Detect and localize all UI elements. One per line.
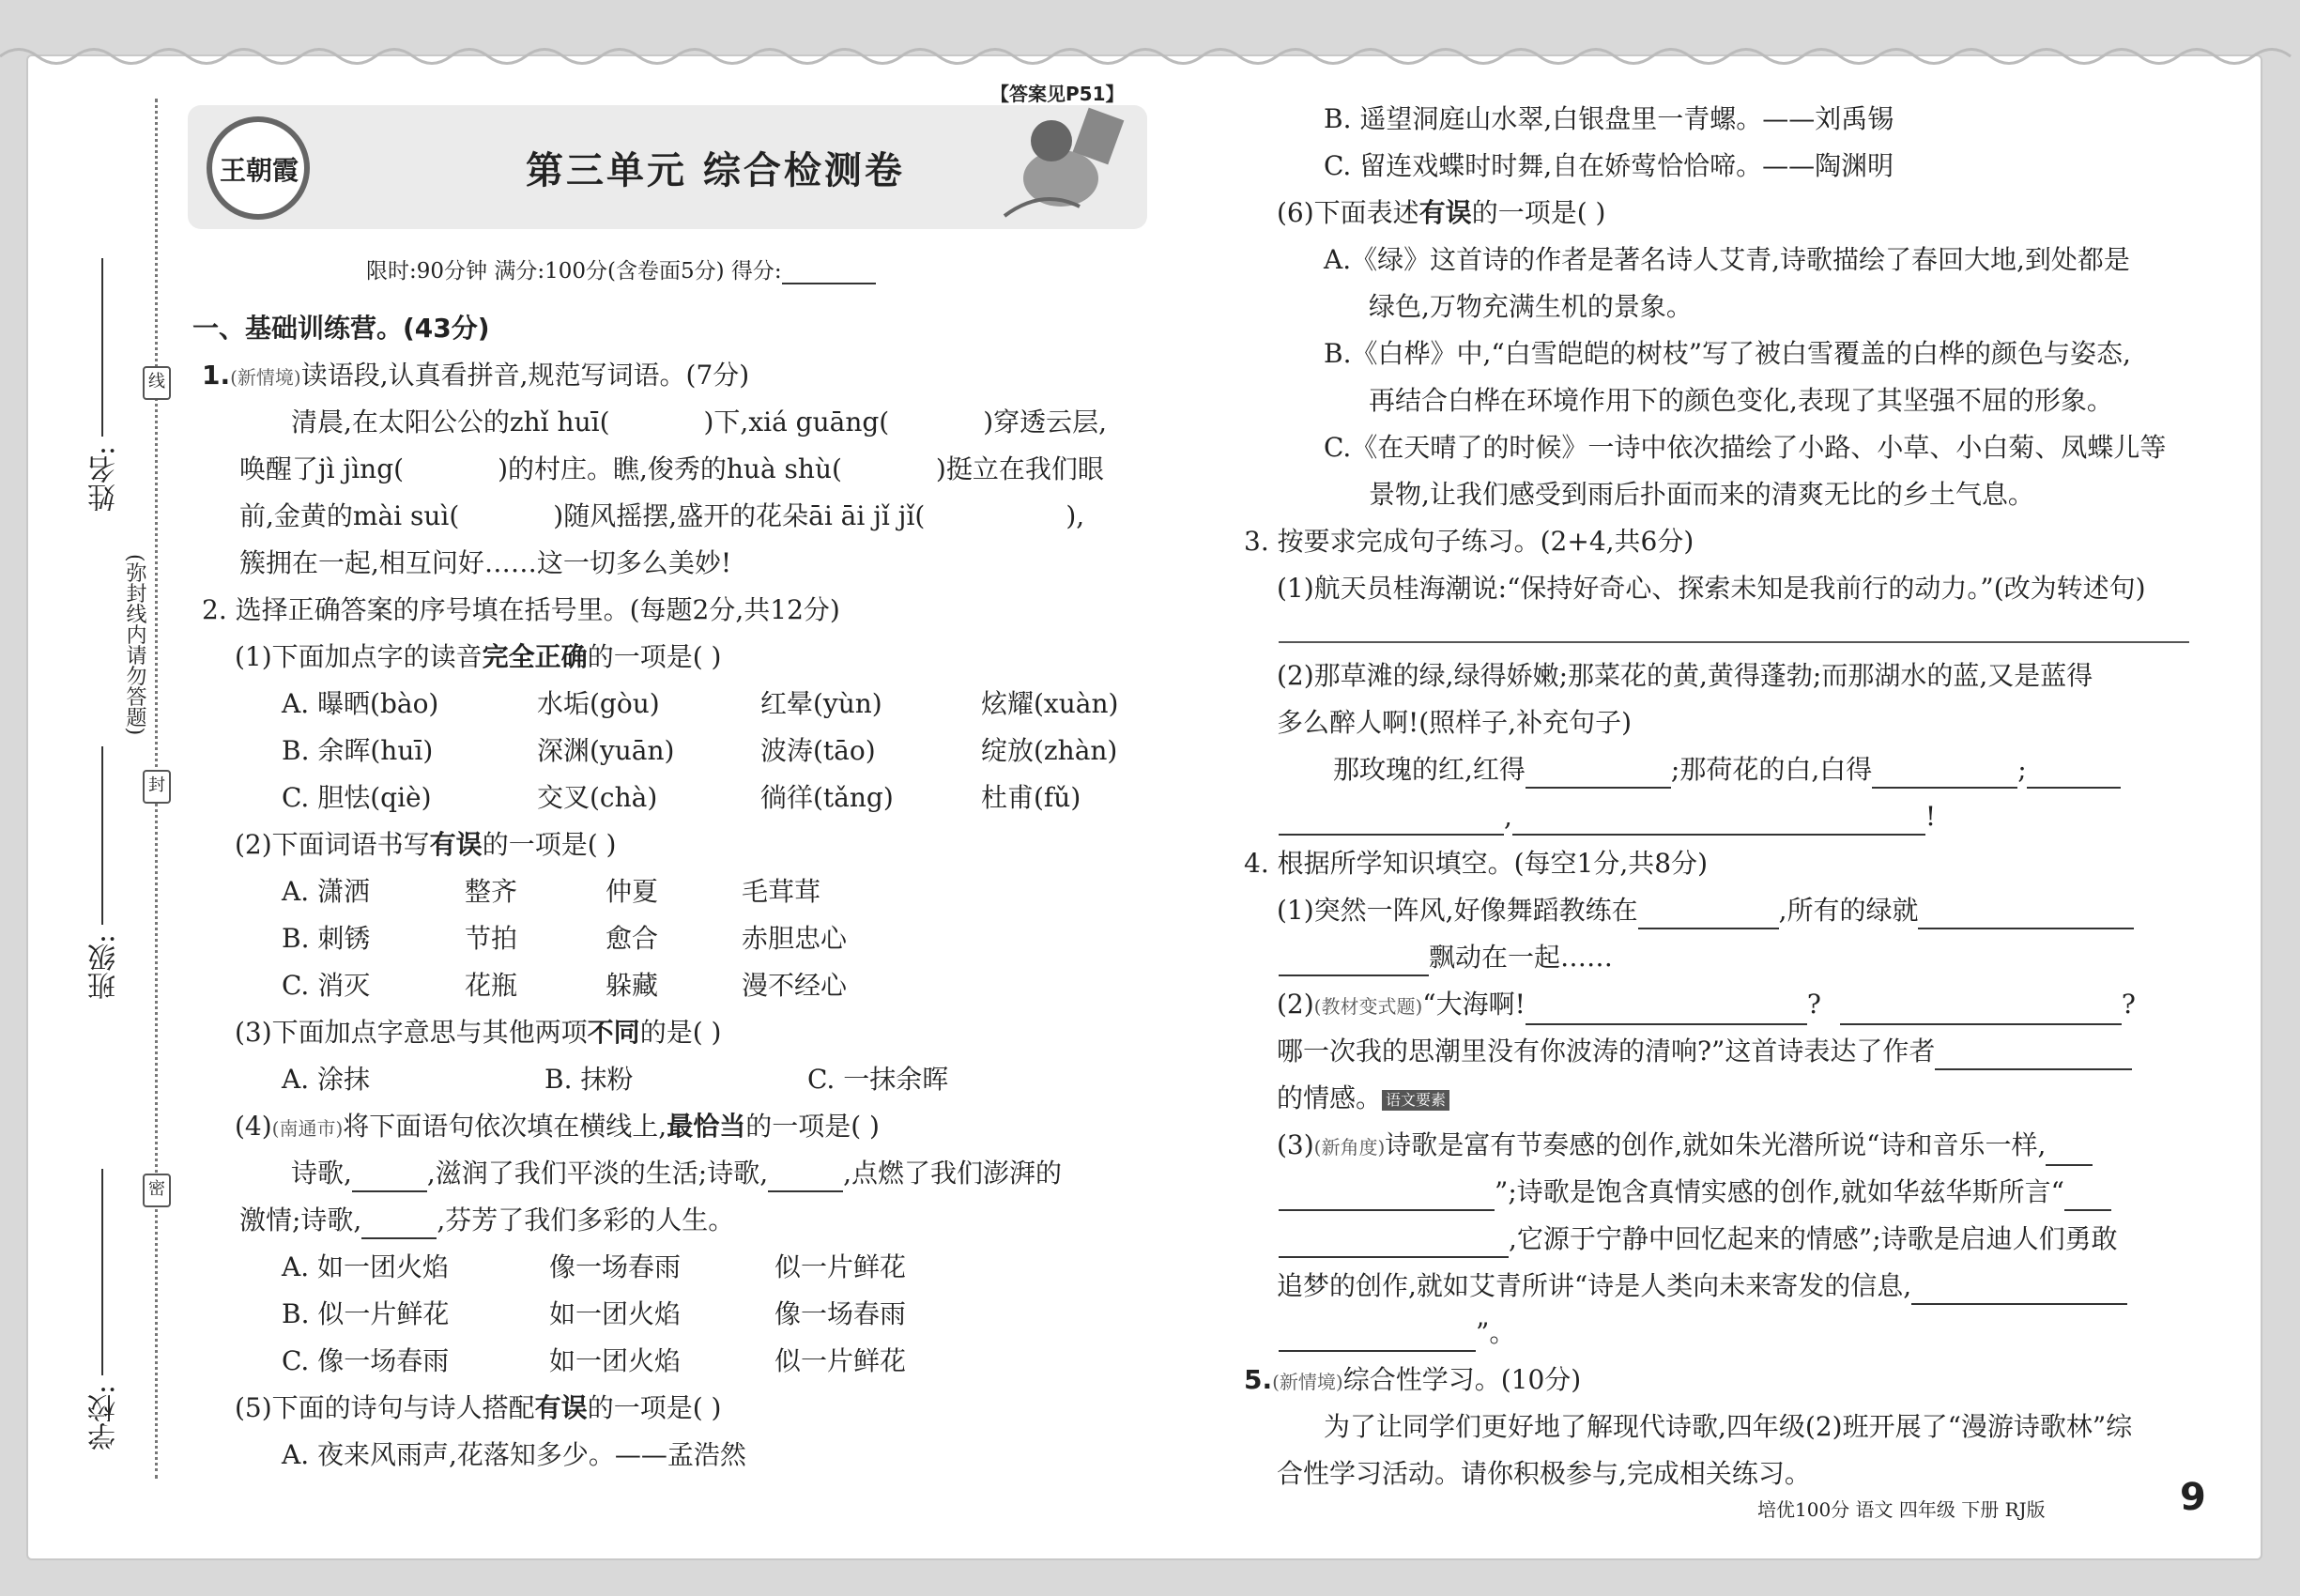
q3-2-blank-1[interactable] xyxy=(1526,759,1671,789)
q1-line-1: 清晨,在太阳公公的zhǐ huī( )下,xiá guāng( )穿透云层, xyxy=(291,407,1108,437)
q4-3-line-1: (3)(新角度)诗歌是富有节奏感的创作,就如朱光潜所说“诗和音乐一样, xyxy=(1277,1127,2093,1166)
cartoon-reader-illustration xyxy=(986,94,1155,225)
q3-2-fill-1: 那玫瑰的红,红得 ;那荷花的白,白得 ; xyxy=(1333,751,2121,789)
q2-4-a2: 像一场春雨 xyxy=(549,1251,682,1282)
q3-2-blank-5[interactable] xyxy=(1512,806,1925,836)
q4-3-line-2: ”;诗歌是饱含真情实感的创作,就如华兹华斯所言“ xyxy=(1279,1174,2111,1211)
q2-1-a4: 炫耀(xuàn) xyxy=(981,688,1119,719)
q2-2-a4: 毛茸茸 xyxy=(742,876,821,907)
q4-3-blank-6[interactable] xyxy=(1279,1322,1476,1352)
question-5-head: 5.(新情境)综合性学习。(10分) xyxy=(1244,1364,1582,1395)
q2-1-a1[interactable]: A. 曝晒(bào) xyxy=(282,688,439,719)
class-field-line[interactable] xyxy=(101,746,103,925)
q4-1-line-1: (1)突然一阵风,好像舞蹈教练在 ,所有的绿就 xyxy=(1277,892,2134,929)
q3-2-blank-4[interactable] xyxy=(1279,806,1504,836)
q2-2-a1[interactable]: A. 潇洒 xyxy=(282,876,371,907)
q5-intro-line-2: 合性学习活动。请你积极参与,完成相关练习。 xyxy=(1277,1458,1811,1489)
q2-2-c2: 花瓶 xyxy=(465,970,518,1001)
q4-3-blank-3[interactable] xyxy=(2064,1181,2111,1211)
q2-3-stem: (3)下面加点字意思与其他两项不同的是( ) xyxy=(235,1017,722,1048)
q2-2-stem: (2)下面词语书写有误的一项是( ) xyxy=(235,829,617,860)
q2-5-opt-a[interactable]: A. 夜来风雨声,花落知多少。——孟浩然 xyxy=(282,1439,746,1470)
q2-1-b4: 绽放(zhàn) xyxy=(981,735,1118,766)
q2-3-opt-b[interactable]: B. 抹粉 xyxy=(544,1064,634,1095)
q2-6-opt-a-line2: 绿色,万物充满生机的景象。 xyxy=(1369,291,1693,322)
q4-2-blank-2[interactable] xyxy=(1840,995,2122,1025)
q2-5-opt-b[interactable]: B. 遥望洞庭山水翠,白银盘里一青螺。——刘禹锡 xyxy=(1324,103,1894,134)
q1-line-2: 唤醒了jì jìng( )的村庄。瞧,俊秀的huà shù( )挺立在我们眼 xyxy=(239,453,1104,484)
q2-2-b4: 赤胆忠心 xyxy=(742,923,848,954)
q2-1-a3: 红晕(yùn) xyxy=(760,688,882,719)
q4-3-blank-2[interactable] xyxy=(1279,1181,1495,1211)
q3-2-blank-2[interactable] xyxy=(1872,759,2017,789)
seal-mark-mi: 密 xyxy=(143,1174,171,1207)
question-3-head: 3. 按要求完成句子练习。(2+4,共6分) xyxy=(1244,526,1694,557)
q3-2-stem-2: 多么醉人啊!(照样子,补充句子) xyxy=(1277,707,1633,738)
q2-4-a1[interactable]: A. 如一团火焰 xyxy=(282,1251,450,1282)
q2-1-b3: 波涛(tāo) xyxy=(760,735,876,766)
literacy-element-badge: 语文要素 xyxy=(1382,1090,1449,1111)
binding-strip xyxy=(66,99,169,1479)
q2-6-opt-b-line2: 再结合白桦在环境作用下的颜色变化,表现了其坚强不屈的形象。 xyxy=(1369,385,2113,416)
q2-4-line-1: 诗歌, ,滋润了我们平淡的生活;诗歌, ,点燃了我们澎湃的 xyxy=(291,1155,1062,1192)
name-field-line[interactable] xyxy=(101,258,103,437)
q4-2-line-3: 的情感。 语文要素 xyxy=(1277,1080,1449,1117)
q2-4-b1[interactable]: B. 似一片鲜花 xyxy=(282,1298,450,1329)
q3-1-answer-line[interactable] xyxy=(1279,641,2189,643)
q2-4-c3: 似一片鲜花 xyxy=(774,1345,907,1376)
wavy-border xyxy=(0,0,2300,75)
q2-1-stem: (1)下面加点字的读音完全正确的一项是( ) xyxy=(235,641,722,672)
q2-1-c1[interactable]: C. 胆怯(qiè) xyxy=(282,782,432,813)
q2-4-b2: 如一团火焰 xyxy=(549,1298,682,1329)
q4-3-blank-1[interactable] xyxy=(2046,1136,2093,1166)
q2-2-b2: 节拍 xyxy=(465,923,518,954)
q2-2-b1[interactable]: B. 刺锈 xyxy=(282,923,371,954)
q2-4-c2: 如一团火焰 xyxy=(549,1345,682,1376)
q2-5-opt-c[interactable]: C. 留连戏蝶时时舞,自在娇莺恰恰啼。——陶渊明 xyxy=(1324,150,1894,181)
seal-mark-xian: 线 xyxy=(143,366,171,400)
q2-3-opt-a[interactable]: A. 涂抹 xyxy=(282,1064,371,1095)
q2-2-b3: 愈合 xyxy=(606,923,659,954)
q2-4-line-2: 激情;诗歌, ,芬芳了我们多彩的人生。 xyxy=(239,1202,734,1239)
question-1-head: 1.(新情境)读语段,认真看拼音,规范写词语。(7分) xyxy=(202,360,750,391)
brand-logo: 王朝霞 xyxy=(207,116,310,220)
q2-2-c4: 漫不经心 xyxy=(742,970,848,1001)
q1-line-3: 前,金黄的mài suì( )随风摇摆,盛开的花朵āi āi jǐ jǐ( ), xyxy=(239,500,1085,531)
score-blank[interactable] xyxy=(782,254,876,284)
q2-1-b1[interactable]: B. 余晖(huī) xyxy=(282,735,434,766)
q2-4-c1[interactable]: C. 像一场春雨 xyxy=(282,1345,450,1376)
q4-2-blank-3[interactable] xyxy=(1935,1040,2132,1070)
q3-2-stem-1: (2)那草滩的绿,绿得娇嫩;那菜花的黄,黄得蓬勃;而那湖水的蓝,又是蓝得 xyxy=(1277,660,2093,691)
q2-6-opt-a-line1[interactable]: A.《绿》这首诗的作者是著名诗人艾青,诗歌描绘了春回大地,到处都是 xyxy=(1324,244,2130,275)
class-label: 班级: xyxy=(88,934,121,1001)
q3-2-blank-3[interactable] xyxy=(2027,759,2121,789)
section-1-heading: 一、基础训练营。(43分) xyxy=(192,313,490,344)
page-number: 9 xyxy=(2180,1476,2206,1519)
q4-2-blank-1[interactable] xyxy=(1526,995,1807,1025)
q2-6-opt-b-line1[interactable]: B.《白桦》中,“白雪皑皑的树枝”写了被白雪覆盖的白桦的颜色与姿态, xyxy=(1324,338,2131,369)
q3-1-stem: (1)航天员桂海潮说:“保持好奇心、探索未知是我前行的动力。”(改为转述句) xyxy=(1277,573,2146,604)
q2-6-opt-c-line2: 景物,让我们感受到雨后扑面而来的清爽无比的乡土气息。 xyxy=(1369,479,2034,510)
q4-3-line-4: 追梦的创作,就如艾青所讲“诗是人类向未来寄发的信息, xyxy=(1277,1267,2127,1305)
question-2-head: 2. 选择正确答案的序号填在括号里。(每题2分,共12分) xyxy=(202,594,840,625)
q5-intro-line-1: 为了让同学们更好地了解现代诗歌,四年级(2)班开展了“漫游诗歌林”综 xyxy=(1324,1411,2133,1442)
page-title: 第三单元 综合检测卷 xyxy=(526,149,905,192)
q4-1-blank-1[interactable] xyxy=(1638,899,1779,929)
q2-4-b3: 像一场春雨 xyxy=(774,1298,907,1329)
school-field-line[interactable] xyxy=(101,1169,103,1375)
q4-2-line-1: (2)(教材变式题)“大海啊! ? ? xyxy=(1277,986,2136,1025)
q4-1-line-2: 飘动在一起…… xyxy=(1279,939,1613,976)
school-label: 学校: xyxy=(88,1385,121,1451)
question-4-head: 4. 根据所学知识填空。(每空1分,共8分) xyxy=(1244,848,1708,879)
q2-1-a2: 水垢(gòu) xyxy=(537,688,660,719)
q2-6-opt-c-line1[interactable]: C.《在天晴了的时候》一诗中依次描绘了小路、小草、小白菊、凤蝶儿等 xyxy=(1324,432,2167,463)
q4-1-blank-3[interactable] xyxy=(1279,946,1429,976)
q2-1-c2: 交叉(chà) xyxy=(537,782,658,813)
q2-5-stem: (5)下面的诗句与诗人搭配有误的一项是( ) xyxy=(235,1392,722,1423)
q2-2-c1[interactable]: C. 消灭 xyxy=(282,970,371,1001)
q4-3-line-5: ”。 xyxy=(1279,1314,1515,1352)
seal-mark-feng: 封 xyxy=(143,770,171,804)
q4-1-blank-2[interactable] xyxy=(1918,899,2134,929)
q1-line-4: 簇拥在一起,相互问好……这一切多么美妙! xyxy=(239,547,732,578)
q2-4-a3: 似一片鲜花 xyxy=(774,1251,907,1282)
exam-meta: 限时:90分钟 满分:100分(含卷面5分) 得分: xyxy=(366,253,876,284)
q2-4-stem: (4)(南通市)将下面语句依次填在横线上,最恰当的一项是( ) xyxy=(235,1111,880,1142)
binding-note: (弥封线内请勿答题) xyxy=(123,554,146,736)
q2-6-stem: (6)下面表述有误的一项是( ) xyxy=(1277,197,1606,228)
book-info-footer: 培优100分 语文 四年级 下册 RJ版 xyxy=(1757,1498,2046,1521)
q4-3-line-3: ,它源于宁静中回忆起来的情感”;诗歌是启迪人们勇敢 xyxy=(1279,1220,2118,1258)
q3-2-fill-2: , ! xyxy=(1279,798,1936,836)
name-label: 姓名: xyxy=(88,446,121,513)
q2-2-c3: 躲藏 xyxy=(606,970,659,1001)
q2-1-c3: 徜徉(tǎng) xyxy=(760,782,894,813)
q2-1-b2: 深渊(yuān) xyxy=(537,735,675,766)
answer-reference: 【答案见P51】 xyxy=(990,83,1125,105)
q2-2-a2: 整齐 xyxy=(465,876,518,907)
q4-3-blank-4[interactable] xyxy=(1279,1228,1509,1258)
q2-3-opt-c[interactable]: C. 一抹余晖 xyxy=(807,1064,949,1095)
q2-1-c4: 杜甫(fǔ) xyxy=(981,782,1081,813)
q4-3-blank-5[interactable] xyxy=(1911,1275,2127,1305)
q4-2-line-2: 哪一次我的思潮里没有你波涛的清响?”这首诗表达了作者 xyxy=(1277,1033,2132,1070)
q2-2-a3: 仲夏 xyxy=(606,876,659,907)
